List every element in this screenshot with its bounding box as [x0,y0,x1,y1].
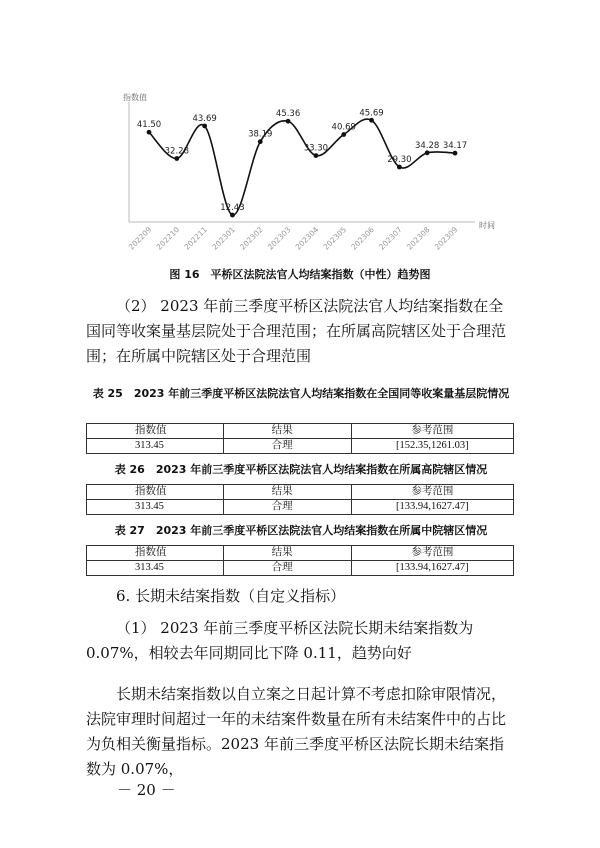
data-label: 34.28 [415,140,440,151]
table-cell: 313.45 [87,561,224,576]
table-header-row [87,424,514,439]
table25 [86,423,514,454]
data-label: 45.69 [359,108,384,119]
data-point [425,150,430,155]
header-cell: 指数值 [87,485,224,500]
table-header-row [87,485,514,500]
data-label: 41.50 [136,120,162,131]
x-tick-label: 202309 [432,225,460,252]
section6-title: 6. 长期未结案指数（自定义指标） [116,587,346,605]
data-point [314,153,319,158]
x-tick-label: 202209 [126,225,154,252]
data-point [258,139,263,144]
data-point [341,132,346,137]
series-line [149,119,455,215]
data-point [147,130,152,135]
x-tick-label: 202302 [238,225,265,252]
table-cell: 合理 [223,561,351,576]
data-point [202,124,207,129]
header-cell: 指数值 [87,546,224,561]
data-point [174,156,179,161]
data-point [369,118,374,123]
table-cell: 313.45 [87,439,224,454]
data-label: 12.43 [220,203,245,214]
x-tick-label: 202304 [293,225,321,252]
header-cell: 参考范围 [351,424,513,439]
header-cell: 结果 [223,546,351,561]
x-tick-label: 202307 [377,225,404,252]
x-tick-label: 202306 [349,225,376,252]
table26-caption: 表 26 2023 年前三季度平桥区法院法官人均结案指数在所属高院辖区情况 [114,463,488,476]
header-cell: 结果 [223,485,351,500]
header-cell: 指数值 [87,424,224,439]
table-cell: 合理 [223,439,351,454]
body-paragraph: 长期未结案指数以自立案之日起计算不考虑扣除审限情况，法院审理时间超过一年的未结案件数量在所有未结案件中的占比为负相关衡量指标。2023 年前三季度平桥区法院长期未结案指数为 0.07%， [86,685,507,778]
table27 [86,545,514,576]
table-row [87,439,514,454]
x-tick-label: 202308 [404,225,432,252]
table-header-row [87,546,514,561]
x-tick-label: 202301 [210,225,237,252]
table-cell: [133.94,1627.47] [351,561,513,576]
data-label: 45.36 [275,109,301,120]
data-label: 38.19 [248,129,273,140]
header-cell: 结果 [223,424,351,439]
data-point [230,213,235,218]
data-point [397,165,402,170]
x-axis-label: 时间 [479,221,495,230]
table25-caption: 表 25 2023 年前三季度平桥区法院法官人均结案指数在全国同等收案量基层院情况 [92,387,510,400]
table-cell: 合理 [223,500,351,515]
data-label: 43.69 [192,113,217,124]
section2-paragraph: （2） 2023 年前三季度平桥区法院法官人均结案指数在全国同等收案量基层院处于合理范围；在所属高院辖区处于合理范围；在所属中院辖区处于合理范围 [86,297,507,365]
chart-plot-area [123,92,495,252]
data-label: 33.30 [303,143,329,154]
x-tick-label: 202210 [154,225,182,252]
data-label: 40.69 [331,122,356,133]
table27-caption: 表 27 2023 年前三季度平桥区法院法官人均结案指数在所属中院辖区情况 [114,524,488,537]
data-label: 29.30 [387,154,412,165]
x-tick-label: 202303 [265,225,293,252]
header-cell: 参考范围 [351,546,513,561]
data-label: 34.17 [442,141,468,152]
table-cell: 313.45 [87,500,224,515]
table-cell: [133.94,1627.47] [351,500,513,515]
table-cell: [152.35,1261.03] [351,439,513,454]
header-cell: 参考范围 [351,485,513,500]
trend-line-chart [115,88,505,258]
x-tick-label: 202211 [182,225,210,252]
data-point [453,151,458,156]
data-point [286,119,291,124]
data-label: 32.28 [164,146,189,157]
table26 [86,484,514,515]
x-tick-label: 202305 [321,225,349,252]
y-axis-label: 指数值 [123,93,147,102]
table-row [87,500,514,515]
figure-caption: 图 16 平桥区法院法官人均结案指数（中性）趋势图 [169,268,431,281]
page-number: － 20 － [117,781,176,799]
table-row [87,561,514,576]
section6-subparagraph: （1） 2023 年前三季度平桥区法院长期未结案指数为 0.07%，相较去年同期同比下降 0.11，趋势向好 [86,619,474,662]
